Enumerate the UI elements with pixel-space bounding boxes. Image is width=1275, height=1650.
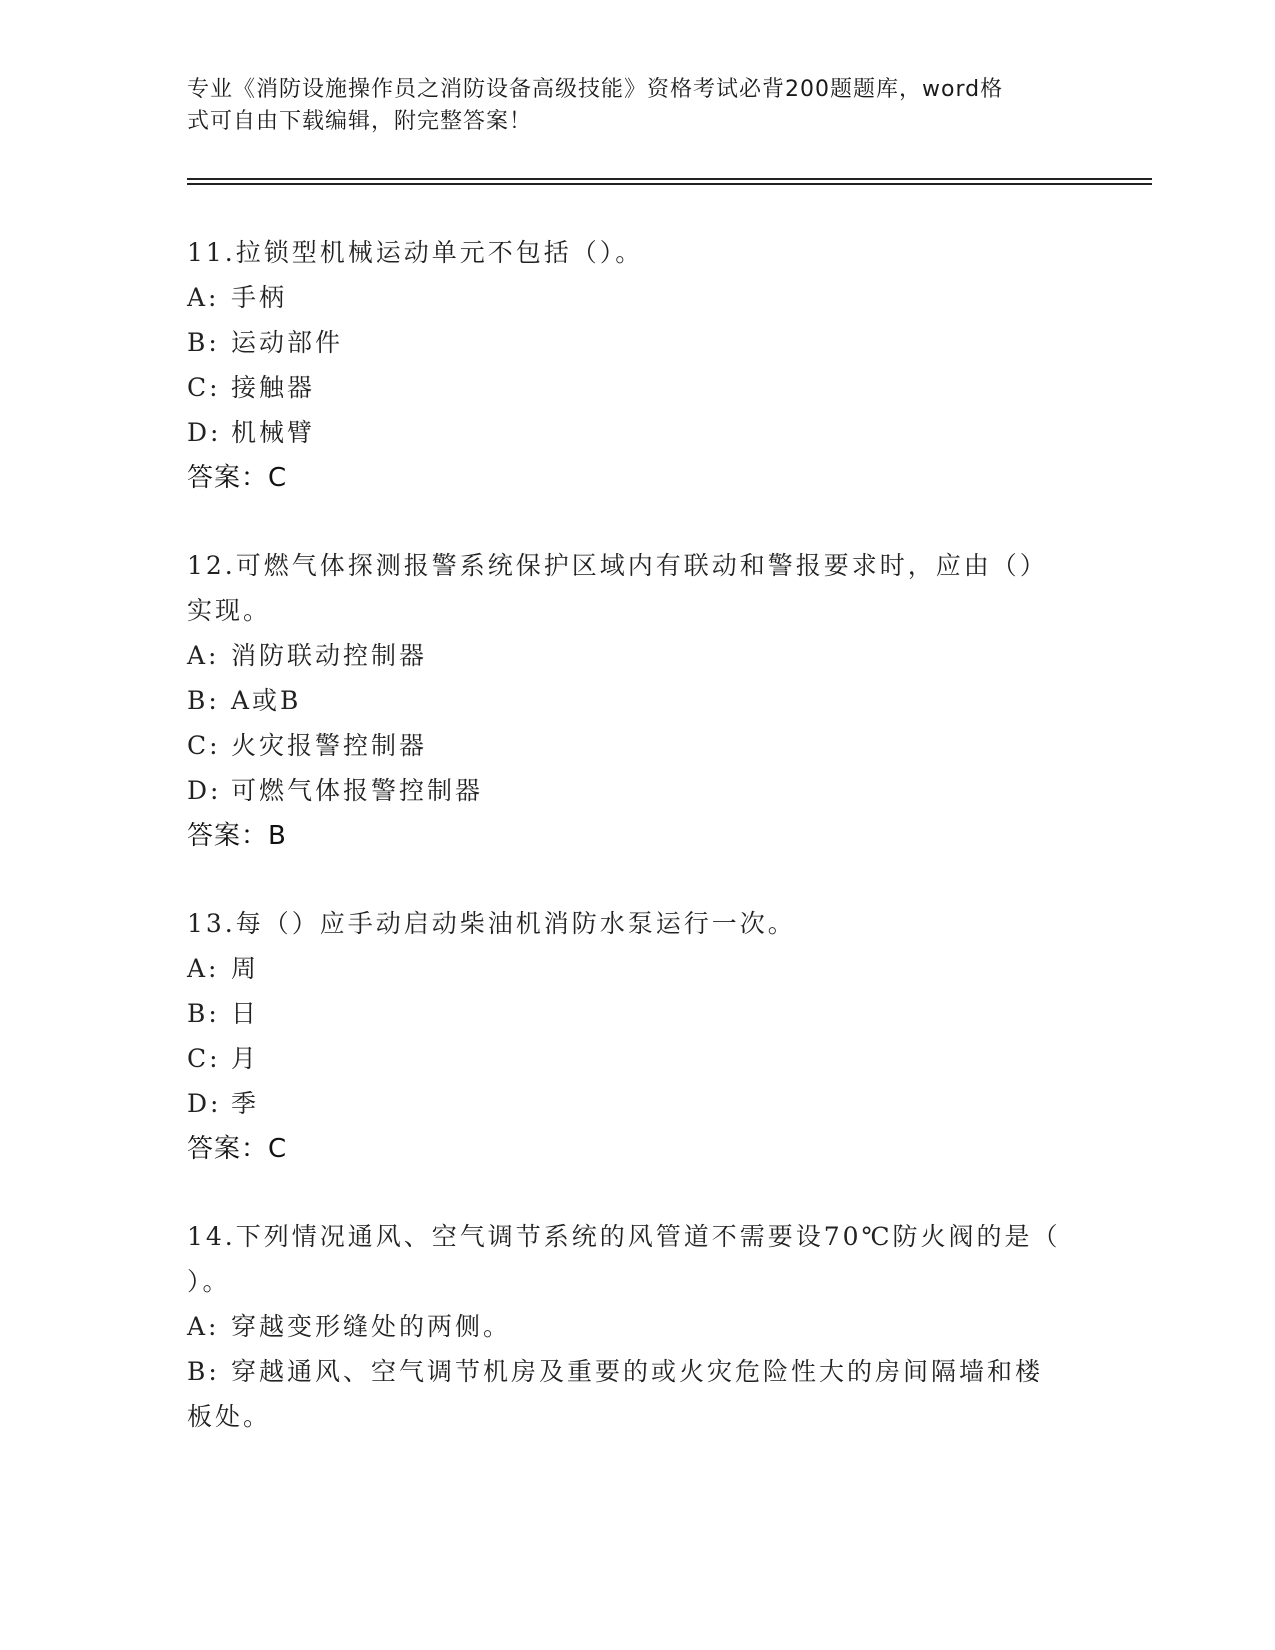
header-rule-bottom <box>187 183 1152 185</box>
option-letter: A: <box>187 641 220 670</box>
option-c <box>187 723 1067 768</box>
option-b <box>187 991 1067 1036</box>
option-d <box>187 410 1067 455</box>
question-12 <box>187 543 1067 859</box>
option-letter: D: <box>187 1089 222 1118</box>
option-letter: B: <box>187 1357 220 1386</box>
question-stem: 13.每（）应手动启动柴油机消防水泵运行一次。 <box>187 909 796 938</box>
option-text: 运动部件 <box>231 328 344 357</box>
option-letter: D: <box>187 418 222 447</box>
option-letter: B: <box>187 686 220 715</box>
option-text: 可燃气体报警控制器 <box>231 776 484 805</box>
option-letter: A: <box>187 1312 220 1341</box>
option-text: 穿越变形缝处的两侧。 <box>231 1312 512 1341</box>
option-text: 季 <box>231 1089 260 1118</box>
question-14 <box>187 1214 1067 1439</box>
option-letter: D: <box>187 776 222 805</box>
answer-line: 答案：C <box>187 463 288 493</box>
question-stem: 14.下列情况通风、空气调节系统的风管道不需要设70℃防火阀的是（ <box>187 1222 1061 1251</box>
option-a <box>187 633 1067 678</box>
header-rule-top <box>187 178 1152 180</box>
question-stem: 11.拉锁型机械运动单元不包括（）。 <box>187 238 644 267</box>
option-letter: A: <box>187 283 220 312</box>
option-text: 月 <box>231 1044 260 1073</box>
option-b <box>187 1349 1067 1394</box>
question-stem-continued: ）。 <box>187 1267 231 1296</box>
option-c <box>187 1036 1067 1081</box>
option-letter: C: <box>187 1044 221 1073</box>
option-d <box>187 768 1067 813</box>
option-a <box>187 275 1067 320</box>
option-b <box>187 678 1067 723</box>
document-header <box>187 74 1067 138</box>
option-a <box>187 1304 1067 1349</box>
option-text: 接触器 <box>231 373 316 402</box>
option-text: 消防联动控制器 <box>231 641 428 670</box>
question-stem-continued: 实现。 <box>187 596 272 625</box>
option-letter: C: <box>187 731 221 760</box>
question-11 <box>187 230 1067 501</box>
header-line-1: 专业《消防设施操作员之消防设备高级技能》资格考试必背200题题库，word格 <box>187 77 1004 102</box>
question-list <box>187 230 1067 1481</box>
option-b <box>187 320 1067 365</box>
option-text: 周 <box>231 954 260 983</box>
option-letter: A: <box>187 954 220 983</box>
answer-line: 答案：B <box>187 821 287 851</box>
option-d <box>187 1081 1067 1126</box>
answer-line: 答案：C <box>187 1134 288 1164</box>
option-text: 火灾报警控制器 <box>231 731 428 760</box>
option-text: 穿越通风、空气调节机房及重要的或火灾危险性大的房间隔墙和楼 <box>231 1357 1044 1386</box>
option-text: A或B <box>231 686 302 715</box>
question-13 <box>187 901 1067 1172</box>
option-letter: B: <box>187 999 220 1028</box>
option-c <box>187 365 1067 410</box>
question-stem: 12.可燃气体探测报警系统保护区域内有联动和警报要求时，应由（） <box>187 551 1048 580</box>
option-letter: B: <box>187 328 220 357</box>
option-text: 日 <box>231 999 260 1028</box>
option-a <box>187 946 1067 991</box>
option-text: 机械臂 <box>231 418 316 447</box>
header-line-2: 式可自由下载编辑，附完整答案！ <box>187 109 533 134</box>
option-letter: C: <box>187 373 221 402</box>
option-continued: 板处。 <box>187 1402 272 1431</box>
option-text: 手柄 <box>231 283 288 312</box>
